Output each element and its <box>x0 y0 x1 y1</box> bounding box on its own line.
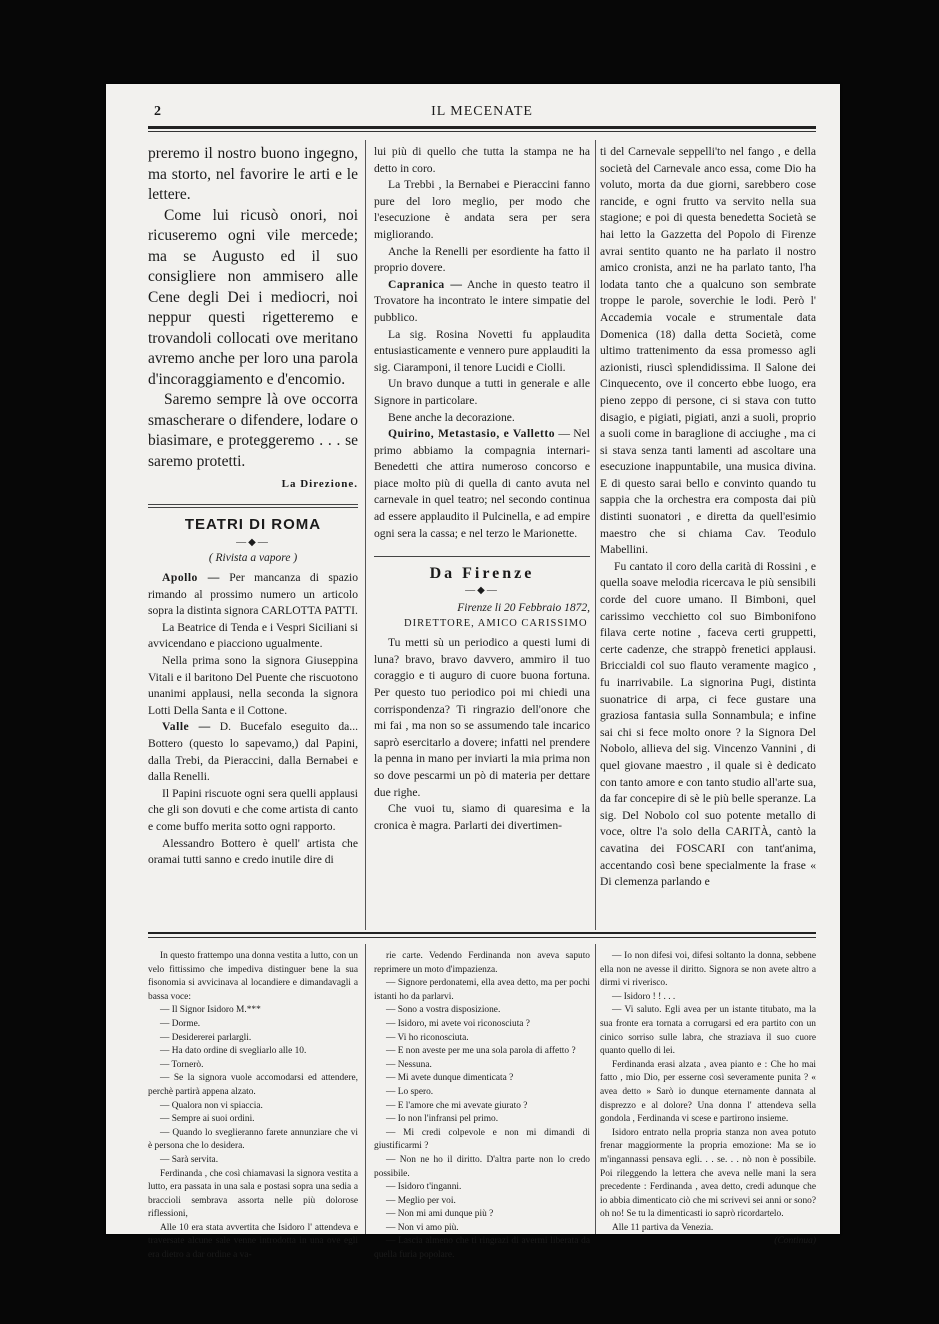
feuilleton-paragraph: — Vi saluto. Egli avea per un istante titubato, ma la sua fronte era tornata a corrugarsi ed era partito con un cinico sorriso sulle labra, che straziava il suo cuore quanto quello di lei. <box>600 1005 816 1057</box>
section-rule <box>374 556 590 557</box>
feuilleton-paragraph: — Nessuna. <box>386 1059 432 1070</box>
feuilleton-paragraph: — Qualora non vi spiaccia. <box>160 1100 263 1111</box>
feuilleton-paragraph: — Tornerò. <box>160 1059 204 1070</box>
feuilleton-paragraph: — Se la signora vuole accomodarsi ed attendere, perchè partirà appena alzato. <box>148 1073 358 1097</box>
feuilleton-column-2 <box>374 950 590 1280</box>
article-paragraph <box>148 836 358 869</box>
feuilleton-paragraph: — E l'amore che mi avevate giurato ? <box>386 1100 528 1111</box>
paragraph-text: Alessandro Bottero è quell' artista che oramai tutti sanno e credo inutile dire di <box>148 836 358 867</box>
feuilleton-paragraph: — Vi ho riconosciuta. <box>386 1032 469 1043</box>
header-rule <box>148 126 816 129</box>
paragraph-lead: Quirino, Metastasio, e Valletto <box>388 427 556 441</box>
feuilleton-paragraph: — Signore perdonatemi, ella avea detto, ma per pochi istanti ho da parlarvi. <box>374 978 590 1002</box>
feuilleton-rule-thin <box>148 937 816 938</box>
feuilleton-paragraph: — Io non difesi voi, difesi soltanto la donna, sebbene ella non ne avesse il diritto. Signora se non avete altro a dirmi vi riverisco. <box>600 951 816 989</box>
ornament: —◆— <box>236 537 270 548</box>
feuilleton-paragraph: — Meglio per voi. <box>386 1195 456 1206</box>
feuilleton-paragraph: — Non vi amo più. <box>386 1222 459 1233</box>
article-paragraph <box>374 277 590 327</box>
teatri-text <box>148 570 358 869</box>
feuilleton-paragraph: — Non ne ho il diritto. D'altra parte non lo credo possibile. <box>374 1154 590 1179</box>
column-divider <box>595 140 596 930</box>
article-paragraph <box>374 327 590 377</box>
article-paragraph <box>148 653 358 719</box>
paragraph-text: Nella prima sono la signora Giuseppina Vitali e il baritono Del Puente che riscuotono unanimi applausi, nella seconda la signora Lotti Della Santa e il Cottone. <box>148 653 358 717</box>
paragraph-text: Bene anche la decorazione. <box>388 410 515 424</box>
feuilleton-paragraph: Isidoro entrato nella propria stanza non avea potuto frenar maggiormente la propria emozione: Ma se io m'ingannassi pensava egli. . . se. . . nò non è possibile. Poi rileggendo la lettera che aveva nelle mani la sera precedente : Ferdinanda , avea detto, credi adunque che io abbia dimenticato ciò che mi scrivevi sei anni or sono? oh no! Se tu la dimenticasti io saprò ricordartelo. <box>600 1127 816 1220</box>
article-paragraph <box>148 570 358 620</box>
letter-address: DIRETTORE, AMICO CARISSIMO <box>404 618 588 630</box>
section-rule <box>148 504 358 505</box>
feuilleton-paragraph: Alle 10 era stata avvertita che Isidoro l' attendeva e traversate alcune sale venne introdotta in una ove egli era dietro a dar ordine a va- <box>148 1222 358 1261</box>
column-divider <box>595 944 596 1234</box>
paragraph-text: Un bravo dunque a tutti in generale e alle Signore in particolare. <box>374 377 590 407</box>
feuilleton-paragraph: — Sempre ai suoi ordini. <box>160 1114 255 1125</box>
section-rule <box>148 507 358 508</box>
paragraph-lead: Apollo — <box>162 571 220 584</box>
feuilleton-paragraph: — Non mi ami dunque più ? <box>386 1209 494 1220</box>
paragraph-text: Anche in questo teatro il Trovatore ha incontrato le intere simpatie del pubblico. <box>374 277 590 324</box>
paragraph-text: Il Papini riscuote ogni sera quelli applausi che gli son dovuti e che come artista di canto e come buffo merita sotto ogni rapporto. <box>148 786 358 833</box>
article-paragraph <box>148 719 358 785</box>
letter-paragraph: Fu cantato il coro della carità di Rossini , e quella soave melodia ricercava le più sensibili corde del cuore umano. Il Bimboni, quel carissimo vecchietto col suo Bimbonifono filava certe notine , faceva certi gruppetti, certe cadenze, che strappò frenetici applausi. Briccialdi col suo flauto veramente magico , fu inarrivabile. La signorina Pugi, distinta suonatrice di arpa, ci fece gustare una graziosa fantasia sulla Sonnambula; e infine sai chi si fece molto onore ? la Signora Del Nobolo, allieva del sig. Vincenzo Vannini , di quel giovane maestro , il quale si è dedicato con tanto amore e con tanto studio all'arte sua, da far concepire di sè le più belle speranze. La sig. Del Nobolo col suo potente metallo di voce, oltre l'a solo della CARITÀ, cantò la cavatina dei FOSCARI con tant'anima, accentando così bene specialmente la frase « Di clemenza parlando e <box>600 559 816 889</box>
section-title-teatri: TEATRI DI ROMA <box>184 516 322 533</box>
feuilleton-paragraph: rie carte. Vedendo Ferdinanda non aveva saputo reprimere un moto d'impazienza. <box>374 951 590 975</box>
letter-paragraph: Che vuoi tu, siamo di quaresima e la cronica è magra. Parlarti dei divertimen- <box>374 802 590 832</box>
article-paragraph <box>374 177 590 243</box>
article-paragraph <box>374 144 590 177</box>
page-header <box>148 104 816 122</box>
editorial-text <box>148 144 358 472</box>
ornament: —◆— <box>465 585 499 597</box>
feuilleton-column-1 <box>148 950 358 1280</box>
letter-text <box>374 635 590 834</box>
feuilleton-paragraph: — Isidoro, mi avete voi riconosciuta ? <box>386 1018 530 1029</box>
paragraph-lead: Valle — <box>162 720 211 734</box>
signature: La Direzione. <box>281 478 358 490</box>
feuilleton-paragraph: — Dorme. <box>160 1018 201 1029</box>
letter-paragraph: ti del Carnevale seppelli'to nel fango , e della società del Carnevale anco essa, come Dio ha voluto, morta da due giorni, sarebbero cose rancide, e ogni frutto va servito nella sua stagione; e poi di questa benedetta Società se hai letto la Gazzetta del Popolo di Firenze avrai sentito quanto ne ha parlato il nostro amico cronista, anzi ne ha parlato tanto, l'ha lodata tanto che a qualcuno son sembrate troppe le parole, soverchie le lodi. Però l' Accademia vocale e strumentale data Domenica (18) dalla detta Società, come ultimo trattenimento da essa promesso agli azionisti, riuscì splendidissima. Il Salone dei Cinquecento, ove il concerto ebbe luogo, era pieno zeppo di persone, ci si stava con tutto disagio, e pigiati, pigiati, anzi a suoli, proprio a suoli come in baraglione di acciughe , ma ci si stava senza tanti lamenti ad ascoltare una esecuzione inappuntabile, una musica divina. E di questo sarai bello e convinto quando tu sappia che la orchestra era composta dai più distinti suonatori , e diretta da quell'esimio maestro che si chiama Cav. Teodulo Mabellini. <box>600 145 816 557</box>
page-number: 2 <box>154 104 161 119</box>
article-paragraph <box>148 786 358 836</box>
feuilleton-paragraph: — Sarà servita. <box>160 1154 219 1165</box>
letter-paragraph: Tu metti sù un periodico a questi lumi di luna? bravo, bravo davvero, ammiro il tuo coraggio e ti auguro di cuore buona fortuna. Per questo tuo periodico poi mi chiedi una corrispondenza? Ti ringrazio dell'onore che mi fai , ma non so se assumendo tale incarico saprò esercitarlo a dovere; infatti nel prendere la penna in mano per inviarti la mia prima non so dove pescarmi un pò di materia per dettare due righe. <box>374 636 590 799</box>
feuilleton-paragraph: Ferdinanda erasi alzata , avea pianto e : Che ho mai fatto , mio Dio, per esserne così severamente punita ? « avea detto » Sarò io dunque eternamente dannata al disprezzo e al dolore? Una donna l' attendeva sella gondola , Ferdinanda vi scese e partirono insieme. <box>600 1059 816 1125</box>
feuilleton-paragraph: — Mi avete dunque dimenticata ? <box>386 1073 514 1084</box>
feuilleton-column-3 <box>600 950 816 1280</box>
article-paragraph <box>374 426 590 542</box>
paragraph-text: La sig. Rosina Novetti fu applaudita entusiasticamente e vennero pure applauditi la sig. Ciaramponi, il tenore Lucidi e Ciolli. <box>374 327 590 374</box>
column-divider <box>365 140 366 930</box>
feuilleton-paragraph: — E non aveste per me una sola parola di affetto ? <box>386 1046 576 1057</box>
paragraph-lead: Capranica — <box>388 277 463 291</box>
feuilleton-paragraph: — Sono a vostra disposizione. <box>386 1005 501 1016</box>
newspaper-page <box>106 84 840 1261</box>
paragraph-text: lui più di quello che tutta la stampa ne ha detto in coro. <box>374 145 590 175</box>
paragraph-text: D. Bucefalo eseguito da... Bottero (questo lo sapevamo,) dal Papini, dalla Trebi, da Pieraccini, dalla Bernabei e dalla Renelli. <box>148 720 358 784</box>
editorial-paragraph: Saremo sempre là ove occorra smascherare o difendere, lodare o biasimare, e proteggeremo . . . se saremo protetti. <box>148 391 358 470</box>
feuilleton-paragraph: — Ha dato ordine di svegliarlo alle 10. <box>160 1046 307 1057</box>
continued-label: (Continua) <box>774 1236 816 1247</box>
feuilleton-paragraph: — Quando lo sveglieranno farete annunziare che vi è persona che lo desidera. <box>148 1127 358 1152</box>
teatri-text-continued <box>374 144 590 542</box>
article-paragraph <box>374 410 590 427</box>
section-subtitle: ( Rivista a vapore ) <box>208 552 298 564</box>
column-1 <box>148 144 358 914</box>
article-paragraph <box>374 244 590 277</box>
feuilleton-paragraph: Ferdinanda , che così chiamavasi la signora vestita a lutto, era passata in una sala e postasi sopra una sedia a braccioli sembrava assorta nelle più dolorose riflessioni, <box>148 1168 358 1220</box>
paragraph-text: Anche la Renelli per esordiente ha fatto il proprio dovere. <box>374 244 590 275</box>
dateline: Firenze li 20 Febbraio 1872, <box>457 602 590 615</box>
feuilleton-paragraph: — Lascia almeno che ti ringrazi di avermi liberata da quella furia popolare. <box>374 1236 590 1261</box>
paragraph-text: Per mancanza di spazio rimando al prossimo numero un articolo sopra la distinta signora CARLOTTA PATTI. <box>148 571 358 618</box>
column-divider <box>365 944 366 1234</box>
feuilleton-paragraph: — Lo spero. <box>386 1086 434 1097</box>
letter-text-continued <box>600 144 816 891</box>
editorial-paragraph: preremo il nostro buono ingegno, ma storto, nel favorire le arti e le lettere. <box>148 145 358 203</box>
editorial-paragraph: Come lui ricusò onori, noi ricuseremo ogni vile mercede; ma se Augusto ed il suo consigliere non ammisero alle Cene degli Dei i mediocri, noi neppur questi rigetteremo e trovandoli collocati ove meritano avremo anche per loro una parola d'incoraggiamento e d'encomio. <box>148 206 358 388</box>
paragraph-text: La Beatrice di Tenda e i Vespri Siciliani si avvicendano e piacciono ugualmente. <box>148 620 358 651</box>
header-rule-thin <box>148 131 816 132</box>
column-3 <box>600 144 816 914</box>
article-paragraph <box>374 376 590 409</box>
paragraph-text: — Nel primo abbiamo la compagnia internari-Benedetti che attira numeroso concorso e piace molto più di quella di canto avuta nel carnevale in quel teatro; nel secondo continua ad essere applaudito il Pulcinella, e ad empire ogni sera la cassa; e nel terzo le Marionette. <box>374 427 590 540</box>
feuilleton-paragraph: — Isidoro t'inganni. <box>386 1182 462 1193</box>
feuilleton-paragraph: — Isidoro ! ! . . . <box>612 991 676 1002</box>
column-2 <box>374 144 590 914</box>
section-title-firenze: Da Firenze <box>429 565 535 583</box>
feuilleton-paragraph: — Mi credi colpevole e non mi dimandi di giustificarmi ? <box>374 1127 590 1152</box>
running-title: IL MECENATE <box>431 104 533 119</box>
paragraph-text: La Trebbi , la Bernabei e Pieraccini fanno pure del loro meglio, per modo che l'esecuzione è andata sera per sera migliorando. <box>374 178 590 241</box>
feuilleton-paragraph: — Desidererei parlargli. <box>160 1032 252 1043</box>
feuilleton-paragraph: In questo frattempo una donna vestita a lutto, con un velo fittissimo che impediva distinguer bene la sua fisonomia si avvicinava al locandiere e dimandavagli a bassa voce: <box>148 951 358 1002</box>
feuilleton-paragraph: — Io non l'infransi pel primo. <box>386 1114 499 1125</box>
feuilleton-paragraph: — Il Signor Isidoro M.*** <box>160 1005 261 1016</box>
article-paragraph <box>148 620 358 653</box>
feuilleton-paragraph: Alle 11 partiva da Venezia. <box>612 1222 714 1233</box>
feuilleton-rule <box>148 932 816 934</box>
